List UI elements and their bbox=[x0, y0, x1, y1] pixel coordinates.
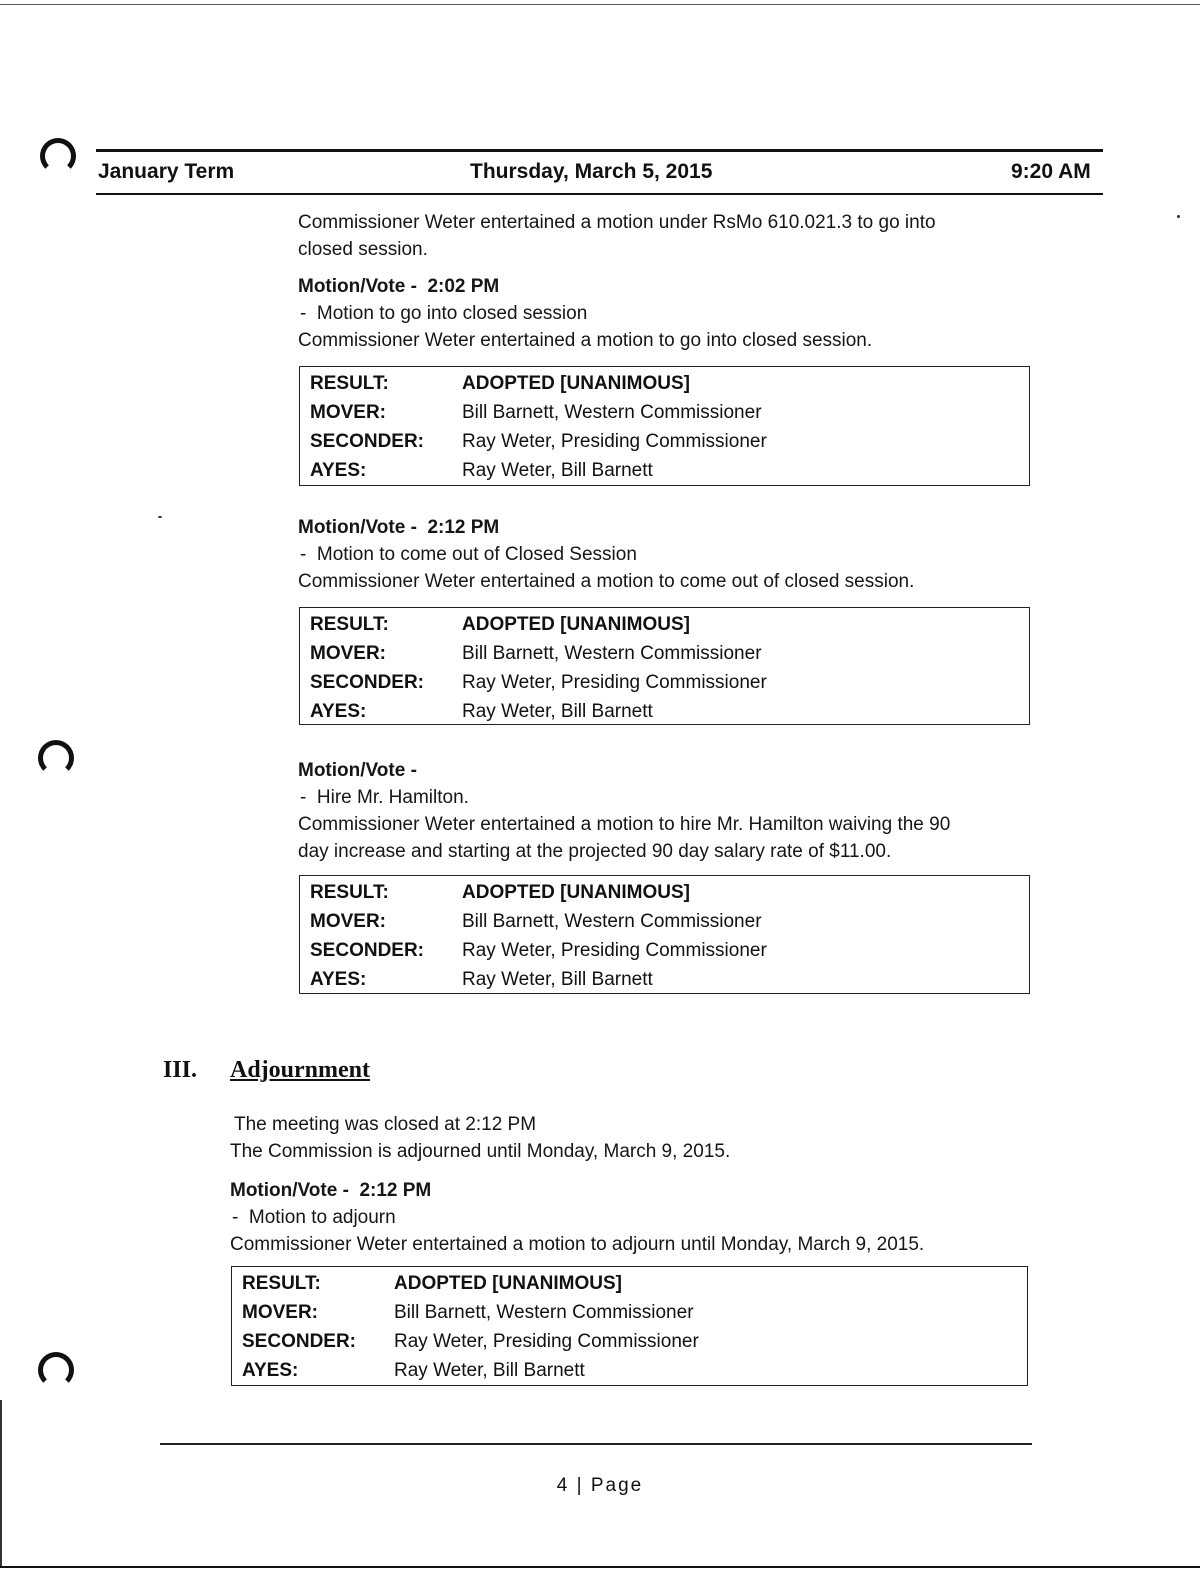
intro-line: closed session. bbox=[298, 239, 428, 260]
header-rule-bottom bbox=[96, 193, 1103, 195]
vote-label: SECONDER: bbox=[310, 940, 425, 961]
punch-hole-bottom bbox=[38, 1352, 74, 1388]
vote-row-seconder bbox=[300, 936, 1029, 965]
motion-heading: Motion/Vote - bbox=[298, 760, 417, 781]
vote-label: SECONDER: bbox=[242, 1331, 357, 1352]
motion-heading: Motion/Vote - 2:02 PM bbox=[298, 276, 500, 297]
vote-row-mover bbox=[300, 907, 1029, 936]
vote-mover: Bill Barnett, Western Commissioner bbox=[394, 1302, 694, 1323]
motion-heading: Motion/Vote - 2:12 PM bbox=[298, 517, 500, 538]
vote-mover: Bill Barnett, Western Commissioner bbox=[462, 402, 762, 423]
motion-heading: Motion/Vote - 2:12 PM bbox=[230, 1180, 432, 1201]
adjournment-closed-line: The meeting was closed at 2:12 PM bbox=[234, 1114, 537, 1135]
motion-subject: - Motion to come out of Closed Session bbox=[300, 544, 637, 565]
vote-seconder: Ray Weter, Presiding Commissioner bbox=[462, 672, 767, 693]
vote-row-result bbox=[232, 1269, 1027, 1298]
motion-description: Commissioner Weter entertained a motion to go into closed session. bbox=[298, 330, 873, 351]
vote-seconder: Ray Weter, Presiding Commissioner bbox=[394, 1331, 699, 1352]
punch-hole-top bbox=[40, 138, 76, 174]
vote-label: AYES: bbox=[242, 1360, 299, 1381]
vote-mover: Bill Barnett, Western Commissioner bbox=[462, 911, 762, 932]
adjournment-text bbox=[230, 1111, 730, 1165]
intro-text bbox=[298, 209, 936, 263]
vote-label: MOVER: bbox=[310, 643, 386, 664]
motion-subject: - Hire Mr. Hamilton. bbox=[300, 787, 469, 808]
vote-row-ayes bbox=[300, 965, 1029, 994]
vote-ayes: Ray Weter, Bill Barnett bbox=[462, 701, 653, 722]
header-date: Thursday, March 5, 2015 bbox=[470, 160, 713, 183]
vote-label: RESULT: bbox=[310, 882, 389, 903]
punch-hole-middle bbox=[38, 740, 74, 776]
header-time: 9:20 AM bbox=[1011, 160, 1091, 183]
vote-table bbox=[299, 607, 1030, 725]
vote-row-mover bbox=[300, 639, 1029, 668]
vote-label: SECONDER: bbox=[310, 431, 425, 452]
page-number: 4 | Page bbox=[556, 1475, 644, 1496]
vote-row-seconder bbox=[300, 668, 1029, 697]
vote-label: RESULT: bbox=[310, 614, 389, 635]
vote-table bbox=[299, 366, 1030, 486]
header-rule-top bbox=[96, 149, 1103, 152]
vote-label: AYES: bbox=[310, 460, 367, 481]
vote-label: AYES: bbox=[310, 701, 367, 722]
vote-table bbox=[231, 1266, 1028, 1386]
vote-row-result bbox=[300, 369, 1029, 398]
vote-ayes: Ray Weter, Bill Barnett bbox=[394, 1360, 585, 1381]
vote-row-ayes bbox=[300, 697, 1029, 726]
intro-line: Commissioner Weter entertained a motion under RsMo 610.021.3 to go into bbox=[298, 212, 936, 233]
motion-subject: - Motion to adjourn bbox=[232, 1207, 396, 1228]
motion-block bbox=[298, 514, 914, 595]
motion-description: day increase and starting at the projected 90 day salary rate of $11.00. bbox=[298, 841, 892, 862]
vote-result: ADOPTED [UNANIMOUS] bbox=[462, 614, 690, 635]
motion-block bbox=[298, 273, 872, 354]
vote-ayes: Ray Weter, Bill Barnett bbox=[462, 969, 653, 990]
motion-description: Commissioner Weter entertained a motion to hire Mr. Hamilton waiving the 90 bbox=[298, 814, 951, 835]
vote-label: SECONDER: bbox=[310, 672, 425, 693]
header-term: January Term bbox=[98, 160, 235, 183]
scan-edge-top bbox=[0, 4, 1200, 5]
vote-row-ayes bbox=[300, 456, 1029, 485]
vote-label: MOVER: bbox=[310, 402, 386, 423]
vote-label: AYES: bbox=[310, 969, 367, 990]
scan-speck bbox=[1177, 215, 1180, 218]
vote-ayes: Ray Weter, Bill Barnett bbox=[462, 460, 653, 481]
vote-seconder: Ray Weter, Presiding Commissioner bbox=[462, 940, 767, 961]
vote-seconder: Ray Weter, Presiding Commissioner bbox=[462, 431, 767, 452]
vote-result: ADOPTED [UNANIMOUS] bbox=[462, 882, 690, 903]
scan-edge-bottom bbox=[0, 1566, 1200, 1568]
motion-description: Commissioner Weter entertained a motion to adjourn until Monday, March 9, 2015. bbox=[230, 1234, 925, 1255]
vote-label: RESULT: bbox=[310, 373, 389, 394]
section-numeral: III. bbox=[163, 1057, 198, 1083]
vote-mover: Bill Barnett, Western Commissioner bbox=[462, 643, 762, 664]
vote-result: ADOPTED [UNANIMOUS] bbox=[462, 373, 690, 394]
vote-row-result bbox=[300, 610, 1029, 639]
vote-row-seconder bbox=[232, 1327, 1027, 1356]
section-title: Adjournment bbox=[230, 1057, 371, 1083]
vote-row-seconder bbox=[300, 427, 1029, 456]
vote-label: RESULT: bbox=[242, 1273, 321, 1294]
vote-row-mover bbox=[300, 398, 1029, 427]
vote-row-result bbox=[300, 878, 1029, 907]
vote-row-ayes bbox=[232, 1356, 1027, 1385]
vote-table bbox=[299, 875, 1030, 994]
adjournment-adjourned-line: The Commission is adjourned until Monday, March 9, 2015. bbox=[230, 1141, 731, 1162]
vote-result: ADOPTED [UNANIMOUS] bbox=[394, 1273, 622, 1294]
motion-description: Commissioner Weter entertained a motion to come out of closed session. bbox=[298, 571, 915, 592]
motion-block bbox=[298, 757, 950, 865]
motion-subject: - Motion to go into closed session bbox=[300, 303, 588, 324]
vote-label: MOVER: bbox=[310, 911, 386, 932]
scan-speck bbox=[158, 516, 162, 518]
vote-label: MOVER: bbox=[242, 1302, 318, 1323]
footer-rule bbox=[160, 1443, 1032, 1445]
vote-row-mover bbox=[232, 1298, 1027, 1327]
motion-block bbox=[230, 1177, 924, 1258]
